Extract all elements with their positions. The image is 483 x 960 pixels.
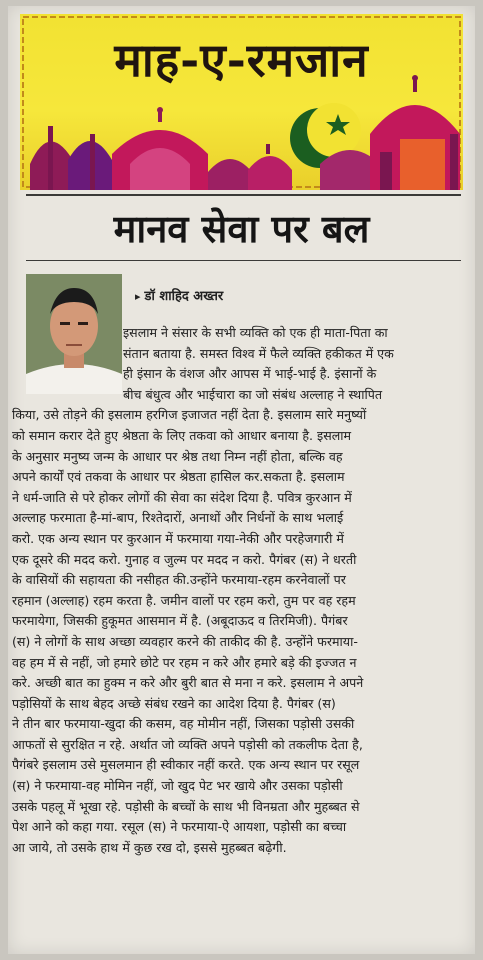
article-line: पैगंबरे इसलाम उसे मुसलमान ही स्वीकार नहीं करते. एक अन्य स्थान पर रसूल (12, 757, 360, 773)
article-line: बीच बंधुत्व और भाईचारा का जो संबंध अल्लाह ने स्थापित (123, 386, 383, 402)
article-line: (स) ने फरमाया-वह मोमिन नहीं, जो खुद पेट भर खाये और उसका पड़ोसी (12, 778, 343, 794)
article-byline (135, 286, 223, 304)
article-line: को समान करार देते हुए श्रेष्ठता के लिए तकवा को आधार बनाया है. इसलाम (12, 427, 352, 443)
article-line: संतान बताया है. समस्त विश्व में फैले व्यक्ति हकीकत में एक (123, 345, 394, 361)
article-line: पड़ोसियों के साथ बेहद अच्छे संबंध रखने का आदेश दिया है. पैगंबर (स) (12, 695, 336, 711)
divider-line (26, 260, 461, 261)
article-line: किया, उसे तोड़ने की इसलाम हरगिज इजाजत नहीं देता है. इसलाम सारे मनुष्यों (12, 407, 367, 423)
article-line: फरमायेगा, जिसकी हुकूमत आसमान में है. (अबूदाऊद व तिरमिजी). पैगंबर (12, 613, 348, 629)
article-line: ही इंसान के वंशज और आपस में भाई-भाई है. इंसानों के (123, 366, 377, 382)
banner-title: माह-ए-रमजान (114, 33, 369, 87)
article-line: के अनुसार मनुष्य जन्म के आधार पर श्रेष्ठ तथा निम्न नहीं होता, बल्कि वह (12, 448, 343, 464)
divider-line (26, 194, 461, 196)
article-line: अल्लाह फरमाता है-मां-बाप, रिश्तेदारों, अनाथों और निर्धनों के साथ भलाई (12, 510, 344, 526)
article-line: आफतों से सुरक्षित न रहे. अर्थात जो व्यक्ति अपने पड़ोसी को तकलीफ देता है, (12, 736, 363, 752)
article-line: करो. एक अन्य स्थान पर कुरआन में फरमाया गया-नेकी और परहेजगारी में (12, 530, 344, 546)
article-line: पेश आने को कहा गया. रसूल (स) ने फरमाया-ऐ आयशा, पड़ोसी का बच्चा (12, 819, 347, 835)
article-line: ने तीन बार फरमाया-खुदा की कसम, वह मोमीन नहीं, जिसका पड़ोसी उसकी (12, 716, 355, 732)
article-line: के वासियों की सहायता की नसीहत की.उन्होंने फरमाया-रहम करनेवालों पर (12, 572, 346, 588)
article-line: रहमान (अल्लाह) रहम करता है. जमीन वालों पर रहम करो, तुम पर वह रहम (12, 592, 356, 608)
byline-arrow-icon: ▸ (135, 290, 141, 303)
article-body (12, 323, 470, 858)
article-headline: मानव सेवा पर बल (113, 207, 370, 251)
article-line: अपने कार्यों एवं तकवा के आधार पर श्रेष्ठता हासिल कर.सकता है. इसलाम (12, 469, 345, 485)
article-line: उसके पहलू में भूखा रहे. पड़ोसी के बच्चों के साथ भी विनम्रता और मुहब्बत से (12, 798, 360, 814)
newspaper-clipping (8, 6, 475, 954)
article-line: वह हम में से नहीं, जो हमारे छोटे पर रहम न करे और हमारे बड़े की इज्जत न (12, 654, 357, 670)
ramzan-banner (20, 14, 463, 190)
article-line: आ जाये, तो उसके हाथ में कुछ रख दो, इससे मुहब्बत बढ़ेगी. (12, 839, 287, 855)
author-name: डॉ शाहिद अख्तर (144, 289, 224, 304)
article-line: एक दूसरे की मदद करो. गुनाह व जुल्म पर मदद न करो. पैगंबर (स) ने धरती (12, 551, 357, 567)
article-line: ने धर्म-जाति से परे होकर लोगों की सेवा का संदेश दिया है. पवित्र कुरआन में (12, 489, 352, 505)
article-line: (स) ने लोगों के साथ अच्छा व्यवहार करने की ताकीद की है. उन्होंने फरमाया- (12, 633, 358, 649)
article-line: करे. अच्छी बात का हुक्म न करे और बुरी बात से मना न करे. इसलाम ने अपने (12, 675, 364, 691)
article-line: इसलाम ने संसार के सभी व्यक्ति को एक ही माता-पिता का (123, 325, 388, 340)
